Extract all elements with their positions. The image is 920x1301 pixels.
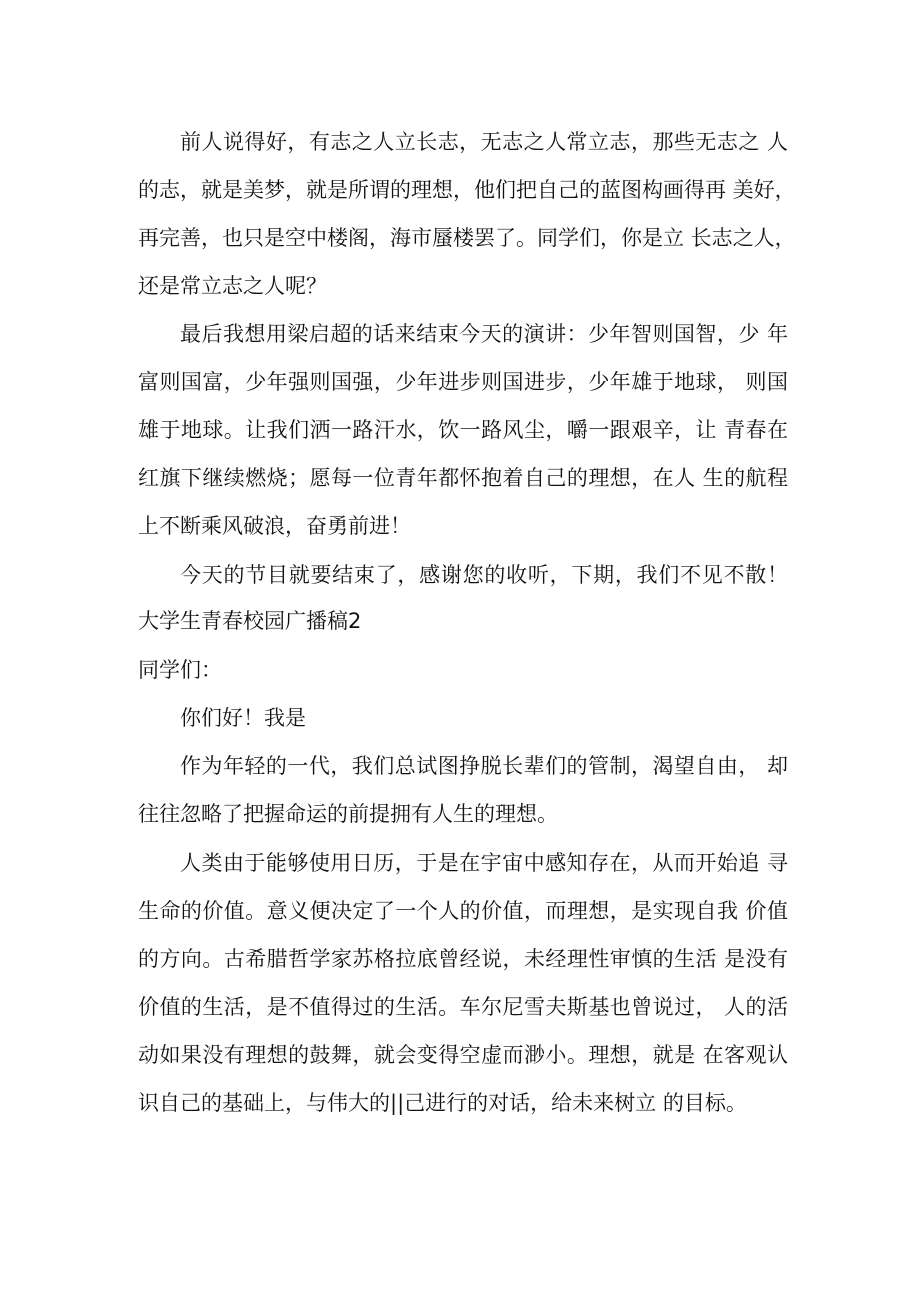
paragraph-2-line-3: 雄于地球。让我们洒一路汗水，饮一路风尘，嚼一跟艰辛，让 青春在 [138,418,788,442]
paragraph-4-line-2: 生命的价值。意义便决定了一个人的价值，而理想，是实现自我 价值 [138,899,788,923]
paragraph-2-line-2: 富则国富，少年强则国强，少年进步则国进步，少年雄于地球， 则国 [138,370,788,394]
paragraph-4-line-1: 人类由于能够使用日历，于是在宇宙中感知存在，从而开始追 寻 [180,851,788,875]
paragraph-2-line-1: 最后我想用梁启超的话来结束今天的演讲：少年智则国智，少 年 [180,322,788,346]
paragraph-1-line-3: 再完善，也只是空中楼阁，海市蜃楼罢了。同学们，你是立 长志之人， [138,226,796,250]
paragraph-2-line-4: 红旗下继续燃烧；愿每一位青年都怀抱着自己的理想，在人 生的航程 [138,466,788,490]
section-heading: 大学生青春校园广播稿2 [138,609,362,633]
salutation: 同学们： [138,658,222,682]
paragraph-4-line-3: 的方向。古希腊哲学家苏格拉底曾经说，未经理性审慎的生活 是没有 [138,947,788,971]
paragraph-3-line-2: 往往忽略了把握命运的前提拥有人生的理想。 [138,802,558,826]
paragraph-4-line-6: 识自己的基础上，与伟大的||己进行的对话，给未来树立 的目标。 [138,1091,747,1115]
paragraph-2-line-5: 上不断乘风破浪，奋勇前进！ [138,514,411,538]
paragraph-1-line-2: 的志，就是美梦，就是所谓的理想，他们把自己的蓝图构画得再 美好， [138,178,796,202]
greeting: 你们好！我是 [180,706,306,730]
paragraph-4-line-5: 动如果没有理想的鼓舞，就会变得空虚而渺小。理想，就是 在客观认 [138,1043,788,1067]
paragraph-1-line-1: 前人说得好，有志之人立长志，无志之人常立志，那些无志之 人 [180,130,788,154]
paragraph-1-line-4: 还是常立志之人呢？ [138,274,327,298]
paragraph-4-line-4: 价值的生活，是不值得过的生活。车尔尼雪夫斯基也曾说过， 人的活 [138,995,788,1019]
paragraph-3-line-1: 作为年轻的一代，我们总试图挣脱长辈们的管制，渴望自由， 却 [180,754,788,778]
closing-line: 今天的节目就要结束了，感谢您的收听，下期，我们不见不散！ [180,563,788,587]
